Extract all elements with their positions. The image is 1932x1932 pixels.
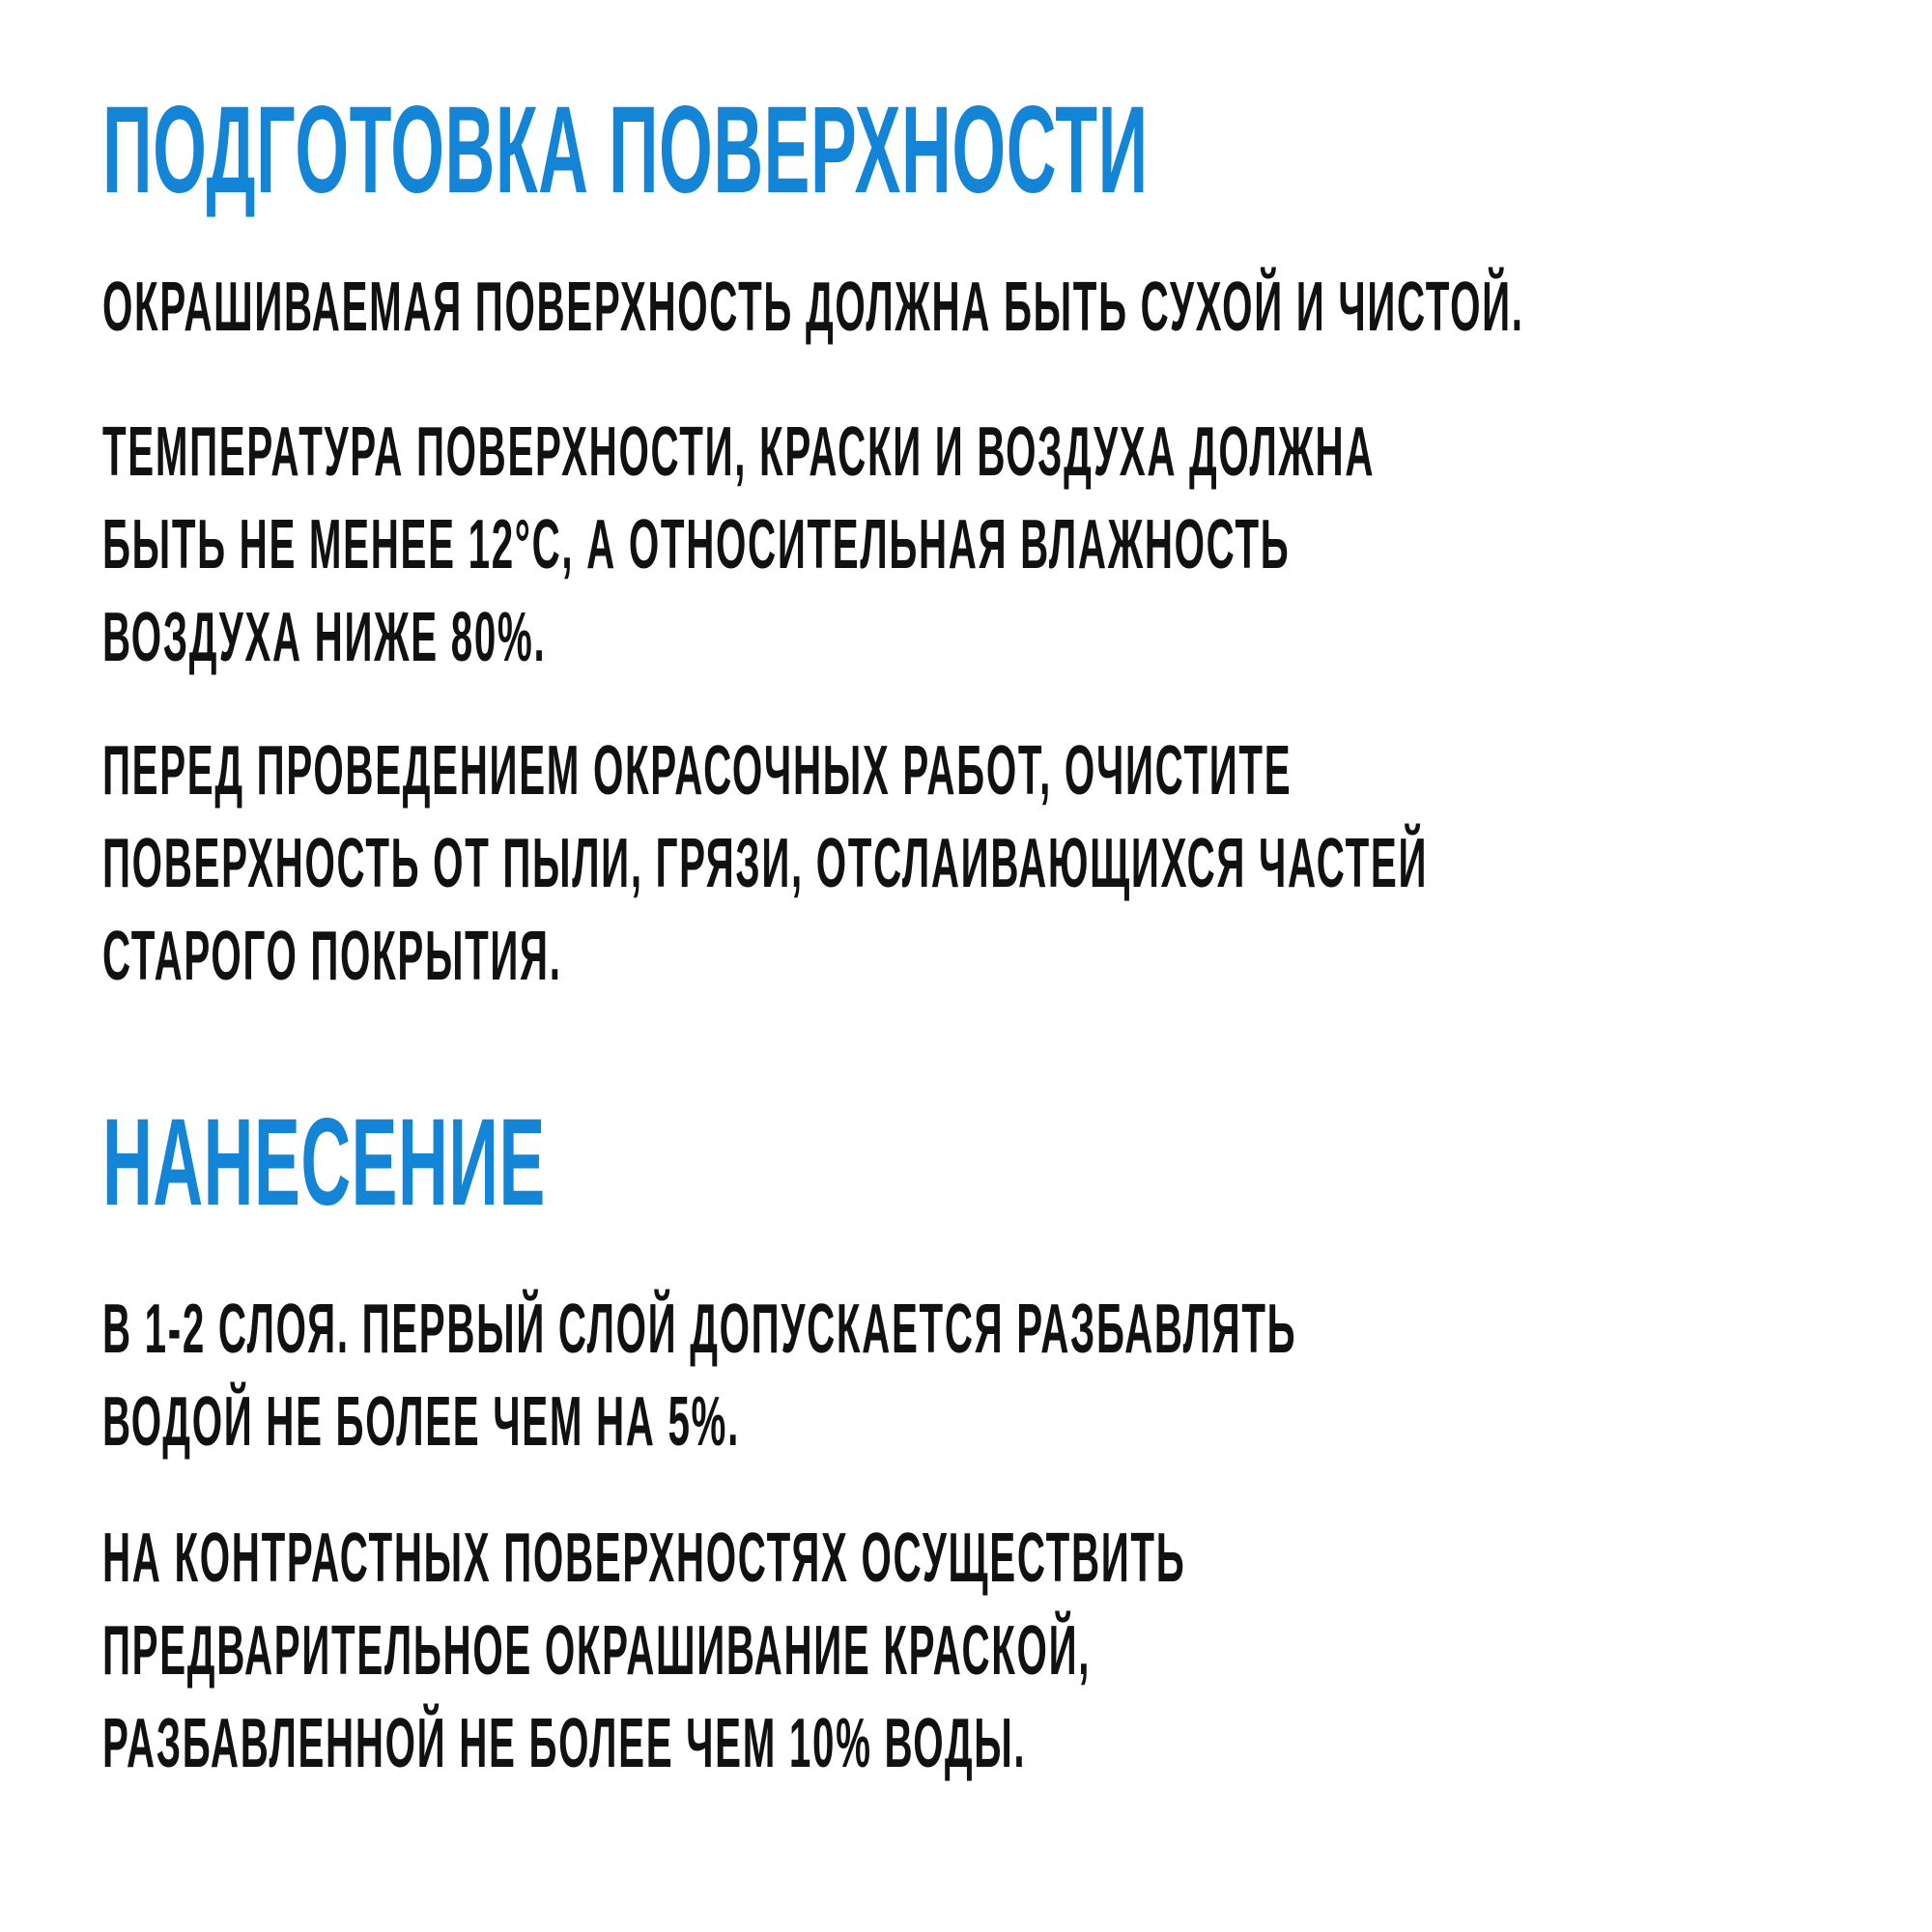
paragraph-line: НА КОНТРАСТНЫХ ПОВЕРХНОСТЯХ ОСУЩЕСТВИТЬ xyxy=(102,1520,1186,1597)
paragraph-line: ПЕРЕД ПРОВЕДЕНИЕМ ОКРАСОЧНЫХ РАБОТ, ОЧИСТИТЕ xyxy=(102,732,1293,810)
paragraph-temperature-humidity xyxy=(102,406,1375,684)
paragraph-line: ВОДОЙ НЕ БОЛЕЕ ЧЕМ НА 5%. xyxy=(102,1383,740,1461)
paragraph-line: ТЕМПЕРАТУРА ПОВЕРХНОСТИ, КРАСКИ И ВОЗДУХА ДОЛЖНА xyxy=(102,413,1376,491)
paragraph-line: СТАРОГО ПОКРЫТИЯ. xyxy=(102,918,562,995)
paragraph-line: БЫТЬ НЕ МЕНЕЕ 12°С, А ОТНОСИТЕЛЬНАЯ ВЛАЖНОСТЬ xyxy=(102,506,1291,583)
section-heading-application: НАНЕСЕНИЕ xyxy=(102,1094,546,1232)
paragraph-contrast-surfaces xyxy=(102,1512,1185,1790)
paragraph-surface-dry-clean xyxy=(102,261,1524,354)
section-heading-surface-preparation: ПОДГОТОВКА ПОВЕРХНОСТИ xyxy=(102,81,1149,219)
paragraph-line: ПРЕДВАРИТЕЛЬНОЕ ОКРАШИВАНИЕ КРАСКОЙ, xyxy=(102,1612,1092,1690)
paragraph-layers-dilution xyxy=(102,1283,1296,1468)
paragraph-line: ОКРАШИВАЕМАЯ ПОВЕРХНОСТЬ ДОЛЖНА БЫТЬ СУХОЙ И ЧИСТОЙ. xyxy=(102,269,1524,346)
paragraph-line: ПОВЕРХНОСТЬ ОТ ПЫЛИ, ГРЯЗИ, ОТСЛАИВАЮЩИХСЯ ЧАСТЕЙ xyxy=(102,825,1429,902)
paragraph-line: РАЗБАВЛЕННОЙ НЕ БОЛЕЕ ЧЕМ 10% ВОДЫ. xyxy=(102,1705,1027,1782)
paragraph-line: В 1-2 СЛОЯ. ПЕРВЫЙ СЛОЙ ДОПУСКАЕТСЯ РАЗБАВЛЯТЬ xyxy=(102,1291,1297,1368)
paragraph-line: ВОЗДУХА НИЖЕ 80%. xyxy=(102,599,547,676)
paragraph-cleaning-before-painting xyxy=(102,724,1428,1003)
